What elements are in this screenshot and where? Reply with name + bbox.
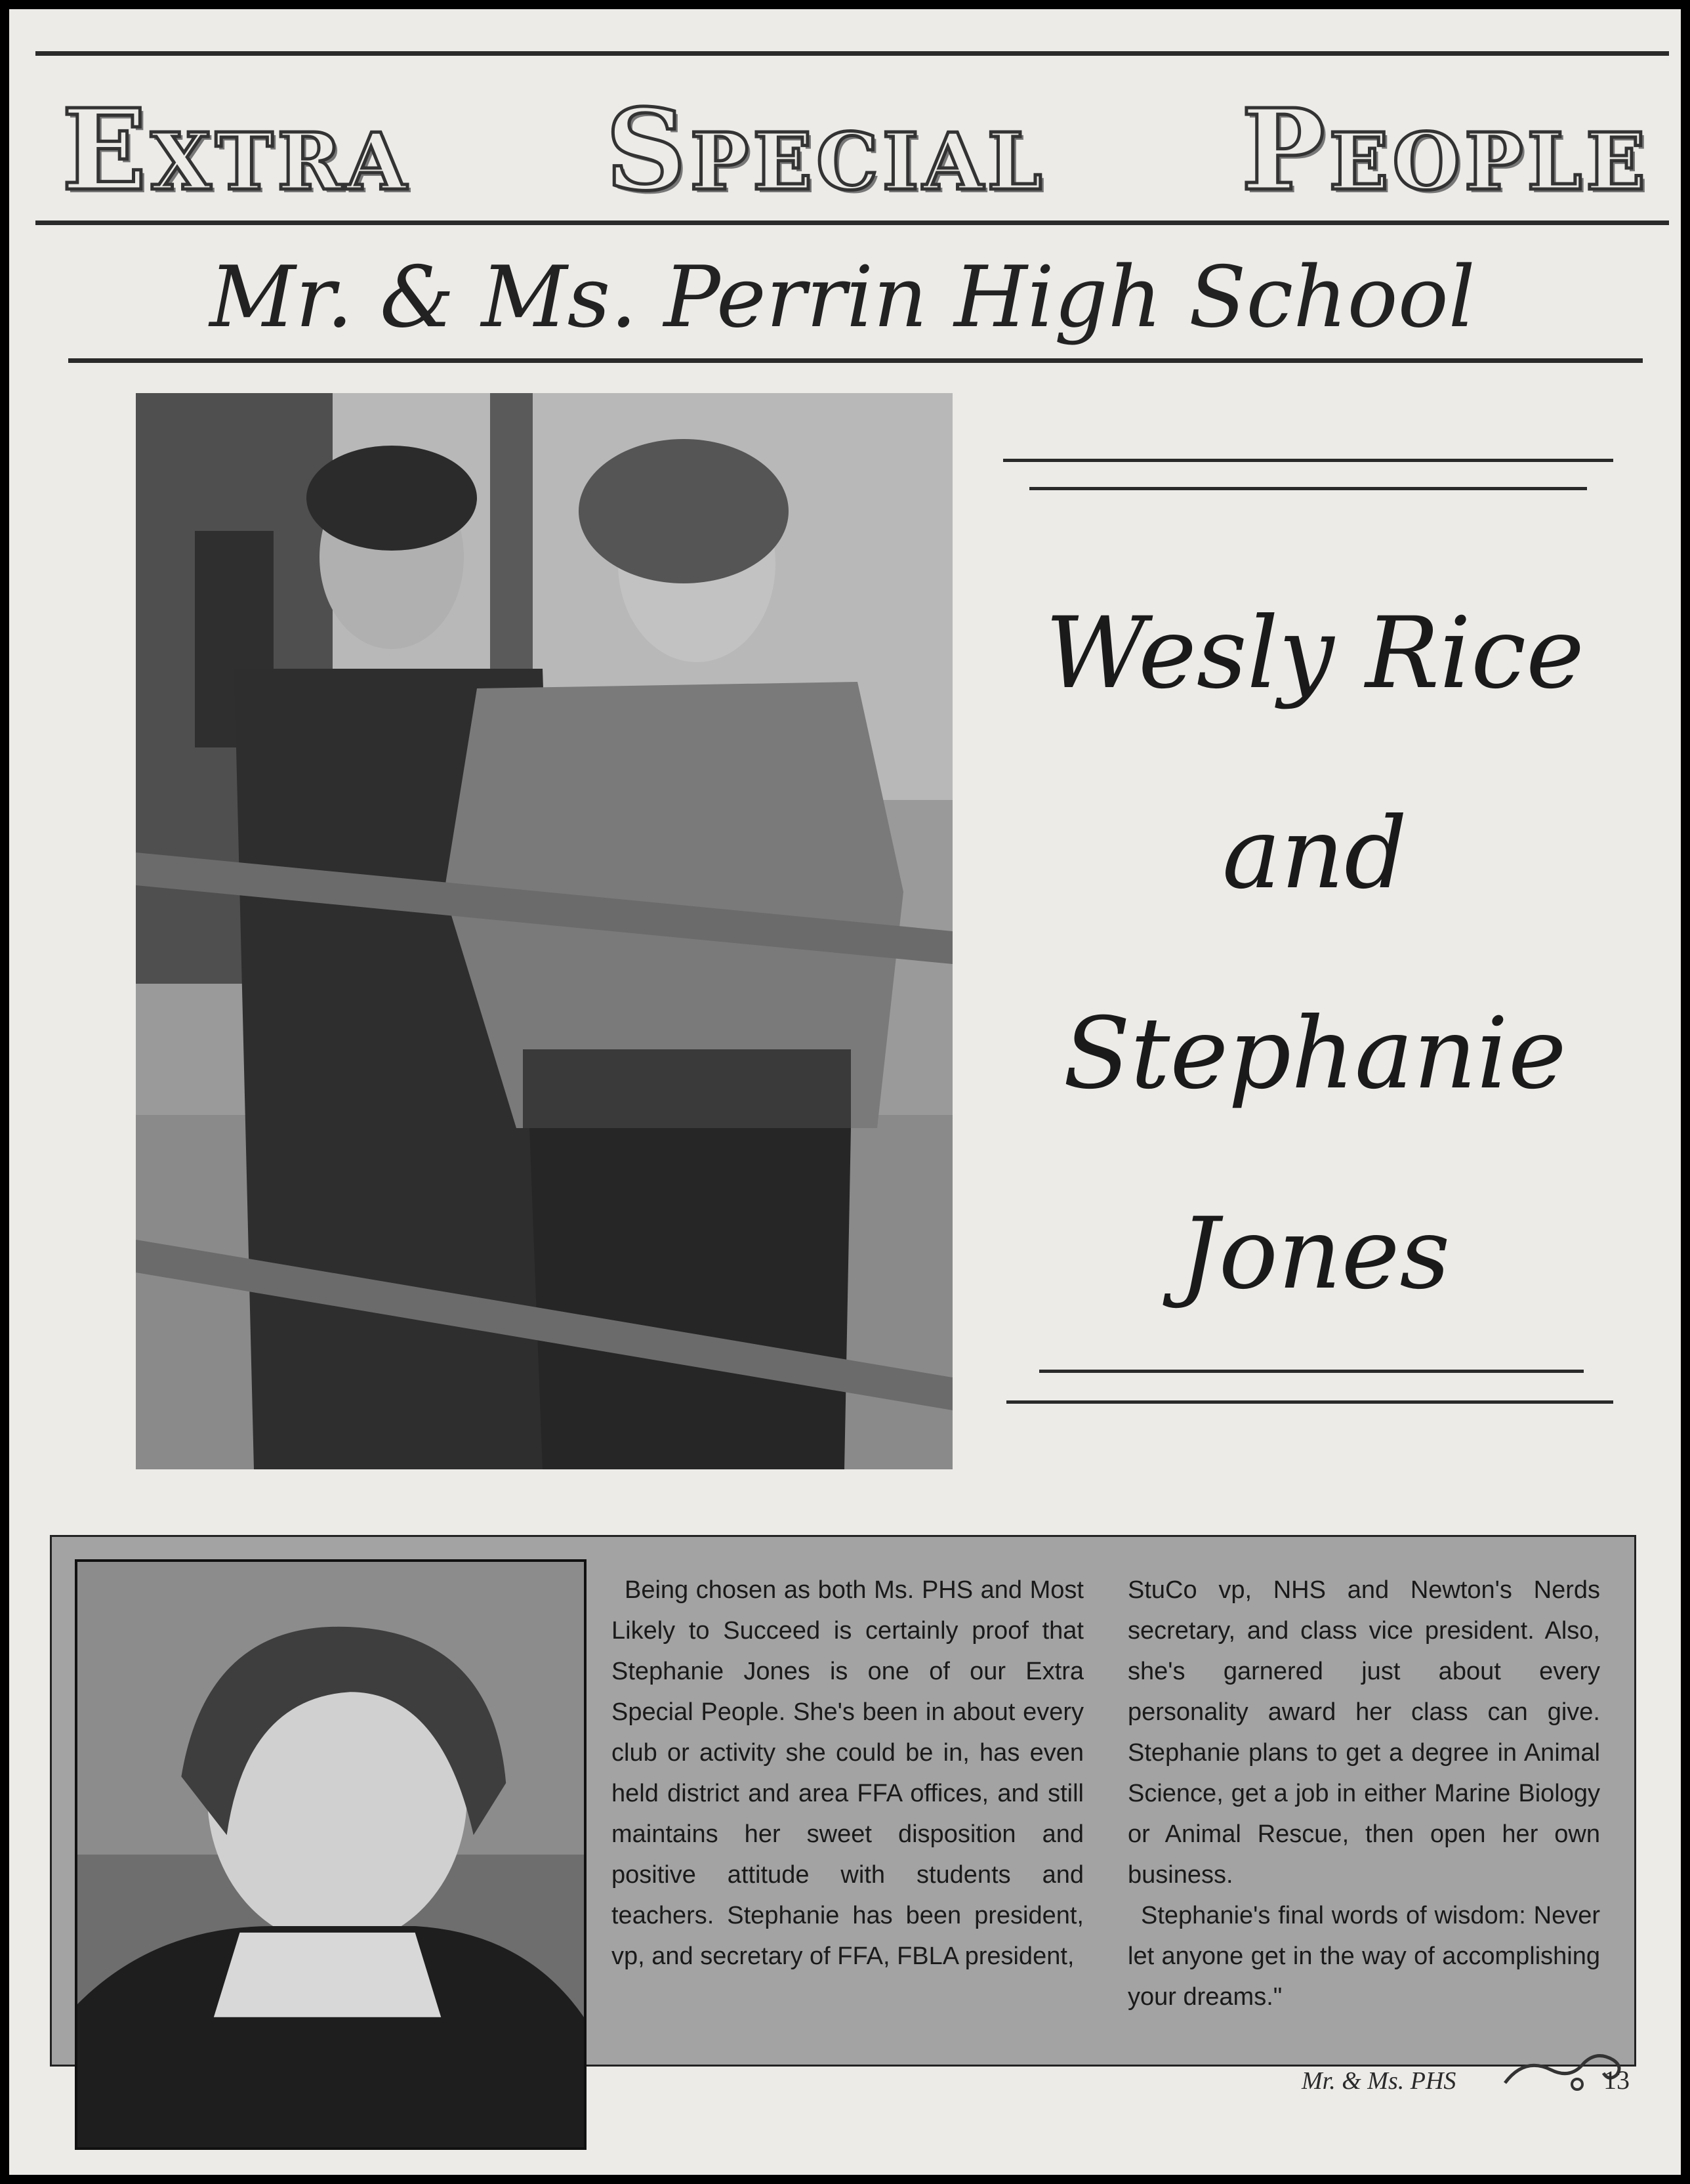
- yearbook-page: [9, 9, 1681, 2175]
- subtitle-bottom-rule: [68, 358, 1643, 363]
- names-top-rule-1: [1003, 459, 1613, 462]
- honoree-names: [1013, 554, 1617, 1354]
- bio-column-1: [611, 1570, 1084, 1977]
- honoree-conjunction: and: [1222, 797, 1408, 911]
- page-subtitle: Mr. & Ms. Perrin High School: [209, 249, 1475, 346]
- title-word-people: People: [1241, 85, 1649, 216]
- portrait-photo: [75, 1559, 587, 2150]
- couple-photo-graphic: [136, 393, 953, 1469]
- names-bottom-rule-2: [1006, 1400, 1613, 1404]
- honoree-name-2-last: Jones: [1179, 1197, 1451, 1311]
- bio-column-2-paragraph-1: StuCo vp, NHS and Newton's Nerds secretary, and class vice president. Also, she's garnered just about every personality award her class can give. Stephanie plans to get a degree in Animal Science, get a job in either Marine Biology or Animal Rescue, then open her own business.: [1128, 1576, 1600, 1889]
- page-title: [62, 72, 1649, 229]
- page-number: 13: [1603, 2065, 1630, 2095]
- footer-section-label: Mr. & Ms. PHS: [1302, 2067, 1456, 2095]
- bio-column-2-paragraph-2: Stephanie's final words of wisdom: Never let anyone get in the way of accomplishing your dreams.": [1128, 1902, 1600, 2011]
- portrait-photo-graphic: [77, 1562, 584, 2147]
- names-bottom-rule-1: [1039, 1370, 1584, 1373]
- couple-photo: [136, 393, 953, 1469]
- names-top-rule-2: [1029, 487, 1587, 490]
- bio-column-1-text: Being chosen as both Ms. PHS and Most Likely to Succeed is certainly proof that Stephanie Jones is one of our Extra Special People. She's been in about every club or activity she could be in, has even held district and area FFA offices, and still maintains her sweet disposition and positive attitude with students and teachers. Stephanie has been president, vp, and secretary of FFA, FBLA president,: [611, 1576, 1084, 1970]
- top-rule: [35, 51, 1669, 56]
- honoree-name-2-first: Stephanie: [1063, 997, 1567, 1111]
- honoree-name-1: Wesly Rice: [1045, 597, 1584, 711]
- title-word-special: Special: [606, 85, 1046, 216]
- title-word-extra: Extra: [62, 85, 411, 216]
- bio-column-2: [1128, 1570, 1600, 2017]
